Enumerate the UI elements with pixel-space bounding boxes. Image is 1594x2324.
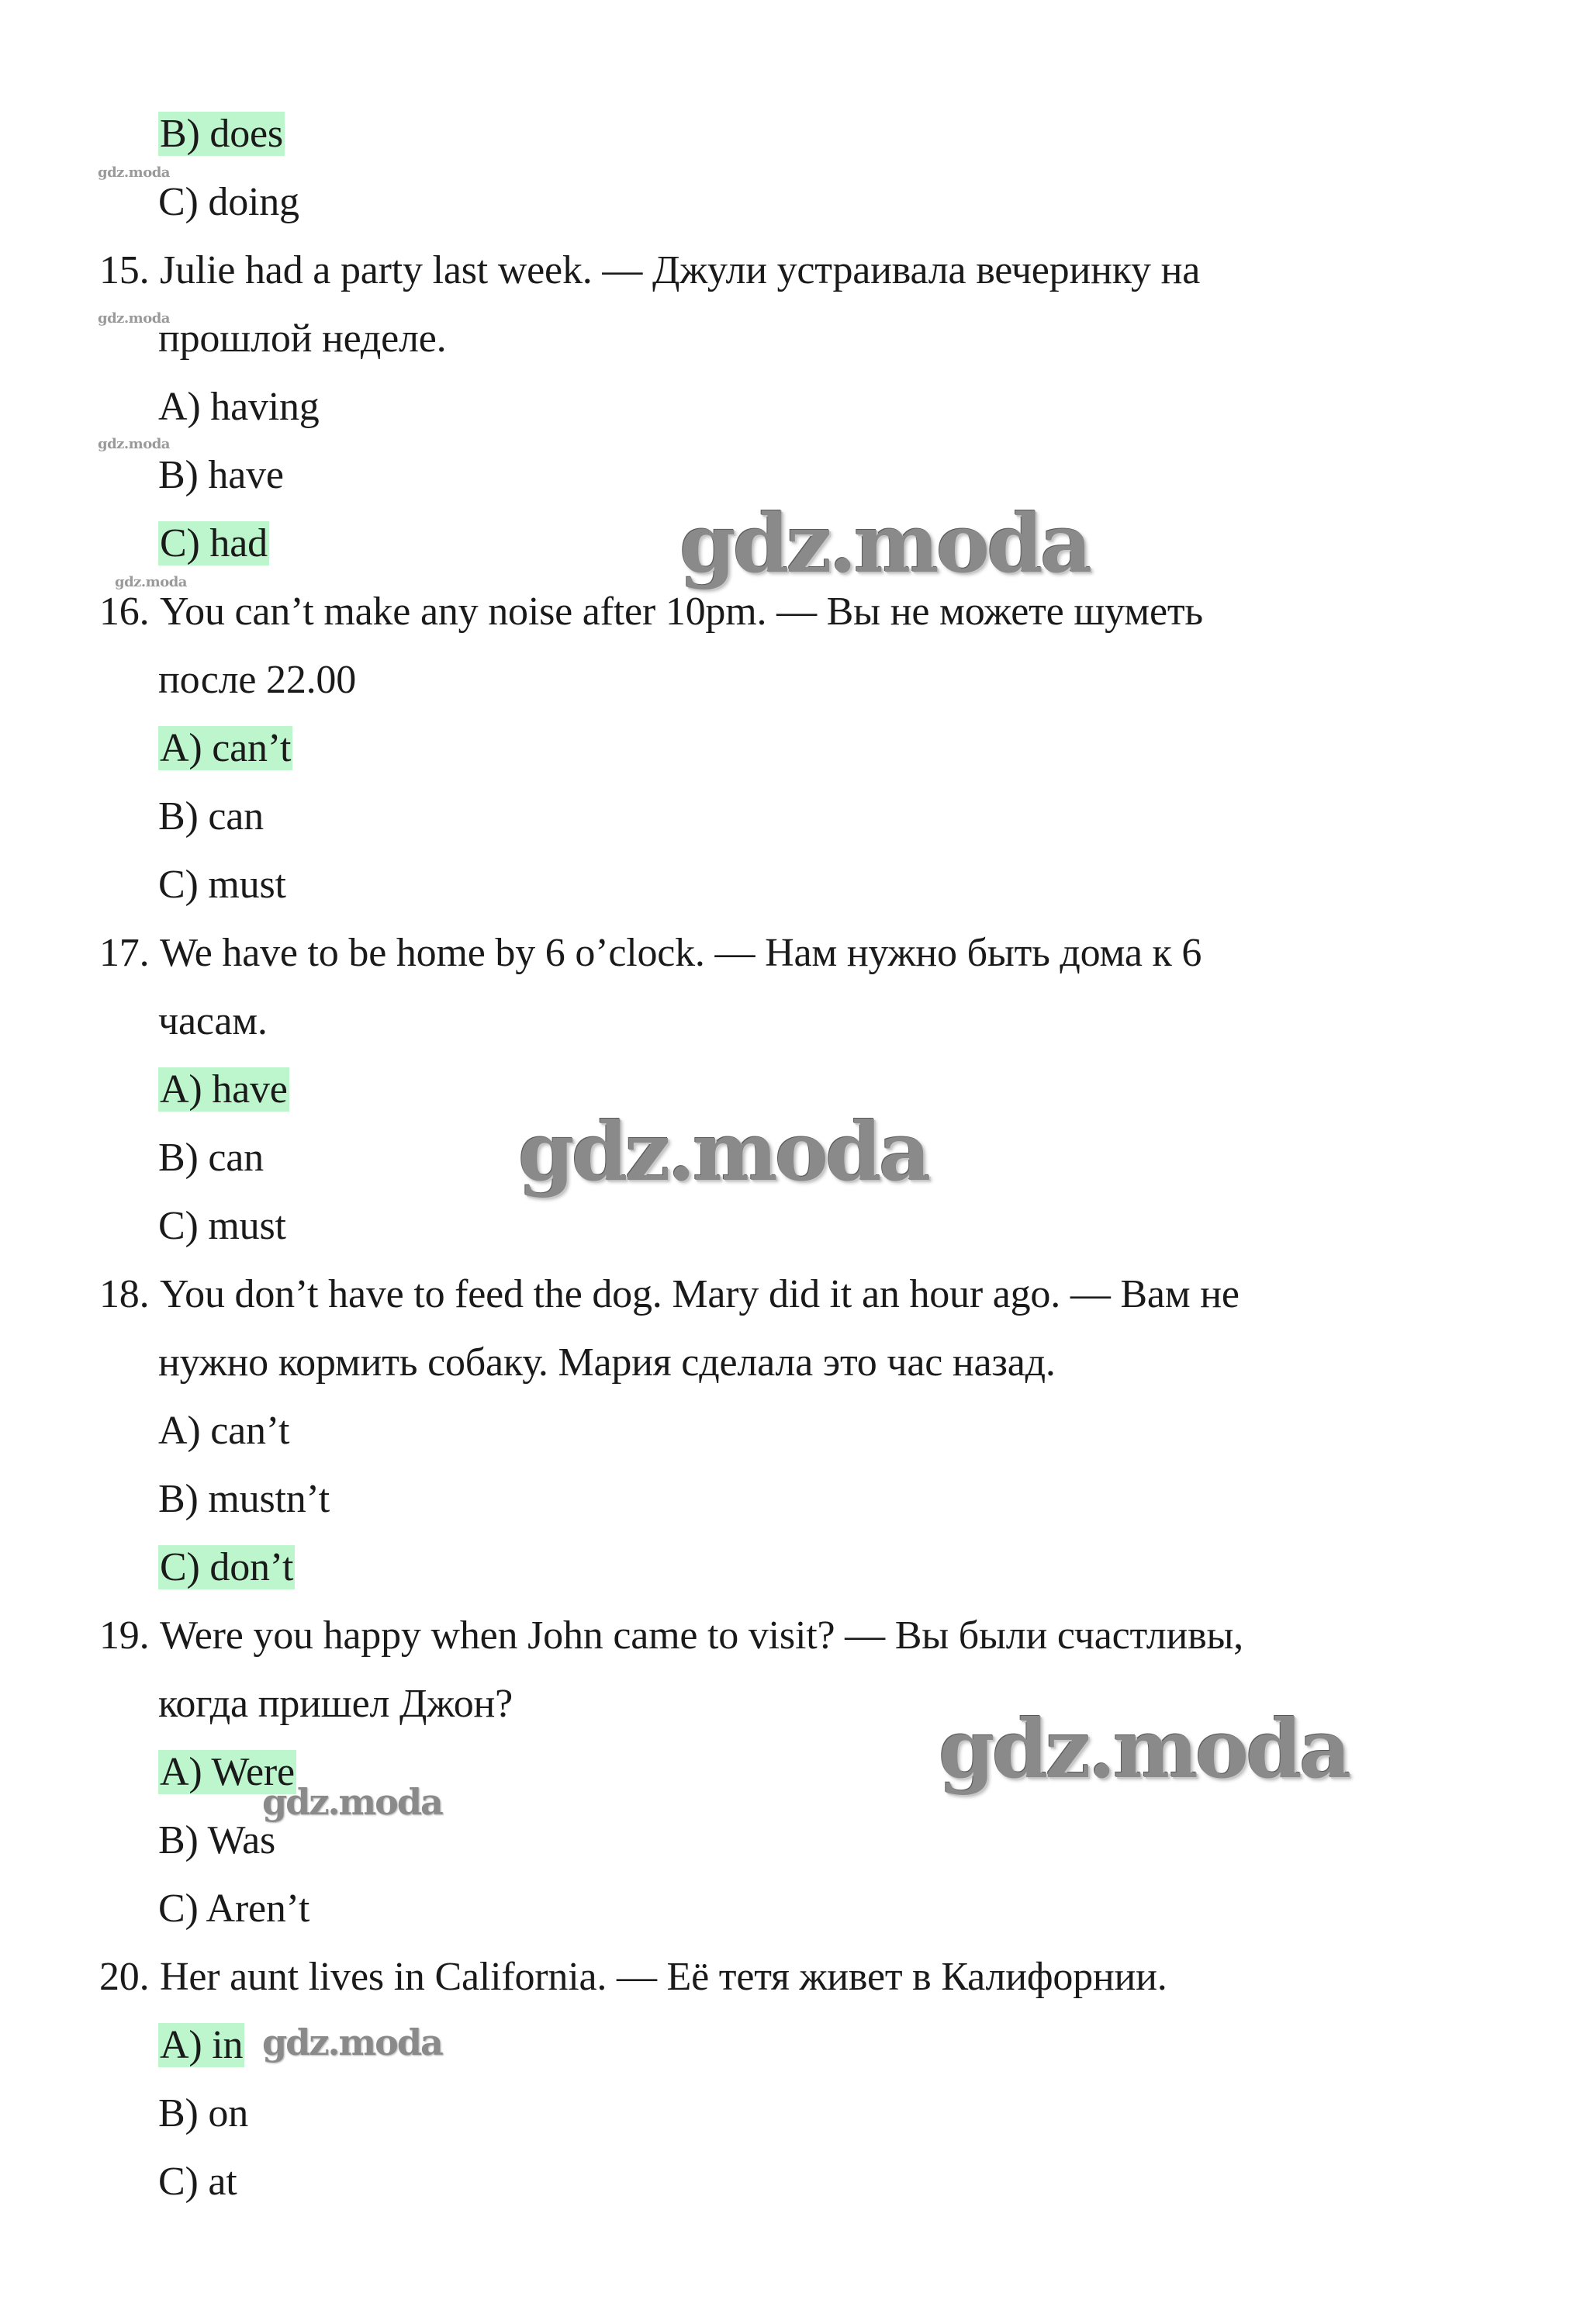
question-text: Were you happy when John came to visit? — Вы были счастливы, [160,1613,1243,1658]
question-text: You don’t have to feed the dog. Mary did it an hour ago. — Вам не [160,1272,1240,1316]
option-20-a [158,2020,244,2071]
question-16 [99,586,1203,638]
watermark-small: gdz.moda [115,574,187,590]
watermark-medium: gdz.moda [262,2021,442,2063]
watermark-large: gdz.moda [679,496,1090,591]
option-17-c: C) must [158,1204,286,1248]
question-number: 15. [99,248,150,292]
option-15-a: A) having [158,385,320,429]
question-19-continued: когда пришел Джон? [158,1682,513,1726]
question-19 [99,1610,1243,1662]
watermark-small: gdz.moda [98,164,170,181]
question-15 [99,245,1201,296]
option-18-c [158,1542,295,1593]
option-15-c [158,518,269,569]
option-19-c: C) Aren’t [158,1887,310,1931]
question-17 [99,928,1202,979]
question-16-continued: после 22.00 [158,658,357,702]
question-18-continued: нужно кормить собаку. Мария сделала это час назад. [158,1340,1056,1385]
watermark-large: gdz.moda [939,1701,1349,1797]
question-text: We have to be home by 6 o’clock. — Нам нужно быть дома к 6 [160,931,1202,975]
question-text: Julie had a party last week. — Джули устраивала вечеринку на [160,248,1201,292]
question-15-continued: прошлой неделе. [158,316,447,361]
option-20-b: B) on [158,2091,249,2136]
question-20 [99,1952,1167,2003]
watermark-small: gdz.moda [98,436,170,452]
option-20-c: C) at [158,2160,237,2204]
correct-answer-highlight: A) have [160,1067,288,1112]
option-16-b: B) can [158,794,264,839]
correct-answer-highlight: A) can’t [160,726,292,770]
question-17-continued: часам. [158,999,268,1043]
correct-answer-highlight: A) in [160,2023,244,2067]
watermark-medium: gdz.moda [262,1781,442,1823]
question-number: 16. [99,590,150,634]
question-number: 17. [99,931,150,975]
question-18 [99,1269,1240,1320]
correct-answer-highlight: C) had [160,521,268,565]
question-text: You can’t make any noise after 10pm. — Вы не можете шуметь [160,590,1203,634]
question-number: 19. [99,1613,150,1658]
watermark-small: gdz.moda [98,310,170,327]
option-17-a [158,1064,289,1115]
correct-answer-highlight: A) Were [160,1750,295,1794]
correct-answer-highlight: C) don’t [160,1545,294,1589]
option-19-b: B) Was [158,1818,276,1862]
option-14-b [158,109,285,160]
option-18-a: A) can’t [158,1409,290,1453]
correct-answer-highlight: B) does [160,112,283,156]
question-number: 18. [99,1272,150,1316]
option-15-b: B) have [158,453,284,497]
option-16-a [158,723,292,774]
option-14-c: C) doing [158,180,299,224]
watermark-large: gdz.moda [518,1104,928,1199]
option-18-b: B) mustn’t [158,1477,330,1521]
question-text: Her aunt lives in California. — Её тетя живет в Калифорнии. [160,1955,1167,1999]
option-16-c: C) must [158,863,286,907]
option-17-b: B) can [158,1136,264,1180]
question-number: 20. [99,1955,150,1999]
